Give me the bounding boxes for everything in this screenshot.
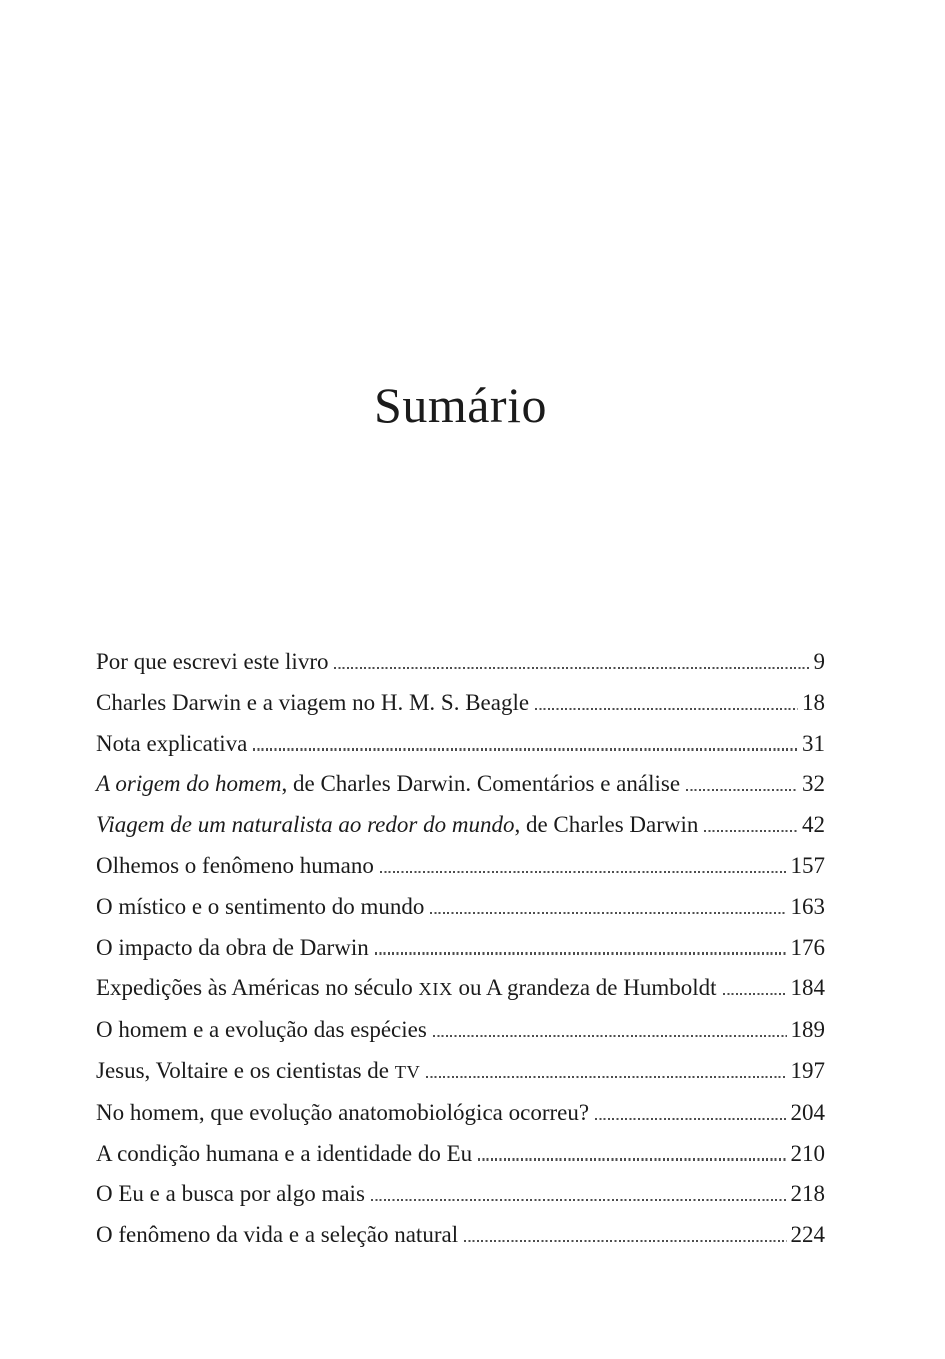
toc-entry-title-segment: Olhemos o fenômeno humano [96, 852, 374, 878]
toc-entry-title [96, 1010, 427, 1051]
toc-entry [96, 968, 825, 1010]
toc-entry-title [96, 1093, 589, 1134]
dot-leader [686, 789, 798, 791]
toc-entry [96, 846, 825, 887]
toc-entry-title [96, 1215, 458, 1256]
dot-leader [430, 912, 786, 914]
dot-leader [704, 830, 798, 832]
toc-entry-title-segment: Charles Darwin e a viagem no H. M. S. Beagle [96, 689, 530, 715]
toc-entry-page-number: 32 [802, 771, 825, 797]
toc-entry [96, 1093, 825, 1134]
toc-entry-title [96, 724, 247, 765]
toc-entry [96, 724, 825, 765]
toc-entry [96, 887, 825, 928]
toc-entry-page-number: 210 [790, 1140, 825, 1166]
toc-entry-page-number: 157 [790, 852, 825, 878]
toc-entry-title-segment: A condição humana e a identidade do Eu [96, 1140, 473, 1166]
toc-entry-title [96, 642, 328, 683]
dot-leader [375, 952, 787, 954]
toc-entry [96, 805, 825, 846]
dot-leader [253, 748, 798, 750]
toc-entry-title-segment: No homem, que evolução anatomobiológica ocorreu? [96, 1099, 590, 1125]
toc-entry-page-number: 42 [802, 812, 825, 838]
dot-leader [433, 1035, 787, 1037]
toc-entry [96, 764, 825, 805]
toc-entry [96, 1051, 825, 1093]
toc-entry-title-segment: Por que escrevi este livro [96, 649, 329, 674]
dot-leader [464, 1240, 786, 1242]
toc-entry-title-segment: XIX [418, 979, 453, 1000]
toc-entry-title-segment: O homem e a evolução das espécies [96, 1017, 427, 1043]
toc-entry-title [96, 764, 680, 805]
dot-leader [535, 708, 798, 710]
dot-leader [426, 1076, 786, 1078]
toc-entry [96, 1174, 825, 1215]
toc-entry-page-number: 9 [813, 649, 825, 674]
toc-entry-title [96, 1174, 365, 1215]
toc-entry-title-segment: O Eu e a busca por algo mais [96, 1181, 365, 1207]
toc-entry-title-segment: , de Charles Darwin. Comentários e análise [281, 771, 681, 797]
toc-entry-title-segment: A origem do homem [96, 771, 282, 797]
toc-entry [96, 928, 825, 969]
toc-entry-title [96, 846, 374, 887]
toc-entry [96, 1215, 825, 1256]
toc-entry-page-number: 218 [790, 1181, 825, 1207]
toc-entry-page-number: 224 [790, 1222, 825, 1248]
toc-entry-title-segment: , de Charles Darwin [514, 812, 699, 838]
toc-entry-title-segment: ou A grandeza de Humboldt [452, 975, 717, 1001]
toc-entry [96, 1010, 825, 1051]
toc-entry-title-segment: Nota explicativa [96, 730, 248, 756]
toc-entry-page-number: 176 [790, 934, 825, 960]
toc-entry-title-segment: TV [394, 1061, 421, 1082]
toc-entry-title-segment: Jesus, Voltaire e os cientistas de [96, 1057, 395, 1083]
toc-entry-title [96, 928, 369, 969]
dot-leader [334, 667, 809, 669]
toc-entry-page-number: 197 [790, 1057, 825, 1083]
toc-list [96, 642, 825, 1256]
toc-entry-title-segment: O místico e o sentimento do mundo [96, 893, 425, 919]
dot-leader [478, 1158, 786, 1160]
toc-entry-page-number: 189 [790, 1017, 825, 1043]
dot-leader [371, 1199, 787, 1201]
toc-entry-title [96, 683, 529, 724]
toc-entry-title-segment: Expedições às Américas no século [96, 975, 419, 1001]
toc-entry-page-number: 184 [790, 975, 825, 1001]
dot-leader [595, 1118, 786, 1120]
toc-entry-title [96, 1051, 420, 1093]
dot-leader [723, 993, 787, 995]
toc-entry-title-segment: O fenômeno da vida e a seleção natural [96, 1222, 459, 1248]
toc-entry-page-number: 31 [802, 730, 825, 756]
page-title: Sumário [374, 377, 547, 433]
toc-entry-page-number: 18 [802, 689, 825, 715]
toc-entry [96, 1134, 825, 1175]
toc-entry-page-number: 163 [790, 893, 825, 919]
toc-entry-title [96, 1134, 472, 1175]
toc-entry-title-segment: Viagem de um naturalista ao redor do mundo [96, 812, 515, 838]
toc-entry-title-segment: O impacto da obra de Darwin [96, 934, 369, 960]
toc-entry-page-number: 204 [790, 1099, 825, 1125]
toc-entry [96, 683, 825, 724]
toc-entry-title [96, 805, 698, 846]
toc-entry-title [96, 968, 717, 1010]
dot-leader [380, 871, 787, 873]
toc-entry [96, 642, 825, 683]
toc-entry-title [96, 887, 424, 928]
